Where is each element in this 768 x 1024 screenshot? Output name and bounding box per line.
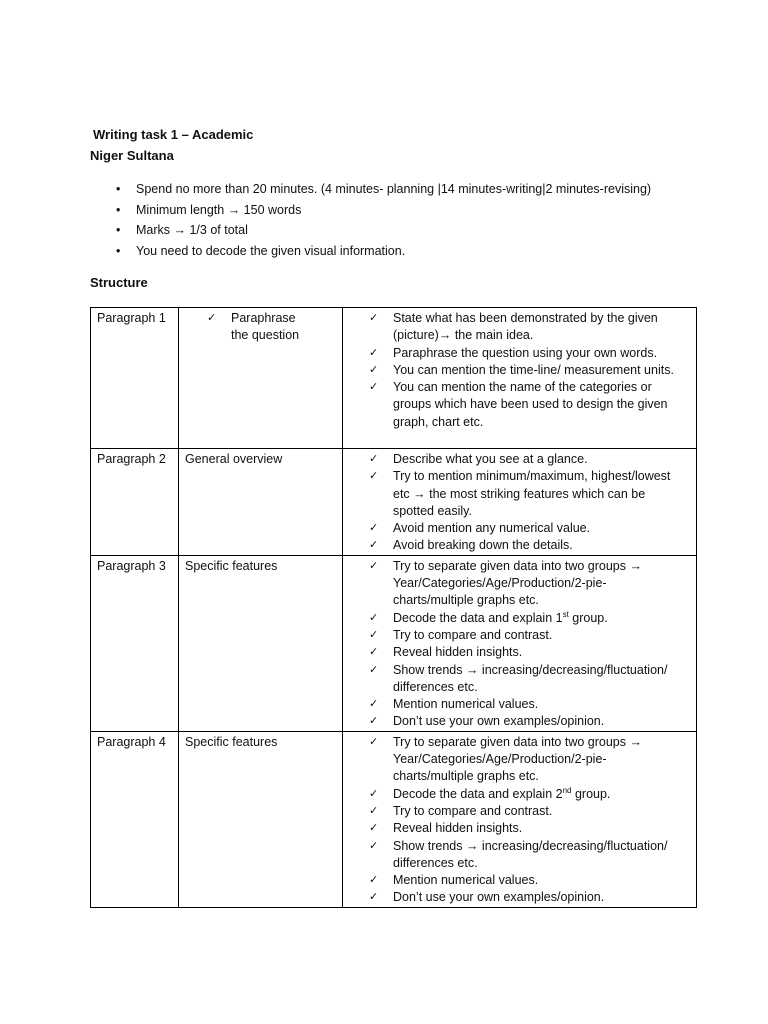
guideline-text <box>393 611 608 625</box>
guideline-text: Avoid breaking down the details. <box>393 538 573 553</box>
guidelines-cell <box>343 555 697 731</box>
section-heading: Structure <box>90 275 148 290</box>
table-row <box>91 731 697 907</box>
guideline-text: Don’t use your own examples/opinion. <box>393 714 605 729</box>
guideline-item <box>369 520 686 537</box>
checkmark-icon: ✓ <box>369 346 379 359</box>
structure-table <box>90 307 697 908</box>
guideline-text-part: Decode the data and explain 2 <box>393 786 563 801</box>
ordinal-superscript: nd <box>562 785 572 795</box>
guideline-text: Reveal hidden insights. <box>393 645 523 660</box>
guideline-item <box>369 468 686 520</box>
topic-cell <box>179 731 343 907</box>
guideline-item <box>369 537 686 554</box>
bullet-item <box>116 241 651 262</box>
guideline-text: Mention numerical values. <box>393 697 539 712</box>
document-title: Writing task 1 – Academic <box>93 127 254 142</box>
ordinal-superscript: st <box>562 609 569 619</box>
bullet-text: Marks → 1/3 of total <box>136 223 248 238</box>
table-body <box>91 308 697 908</box>
bullet-icon: • <box>116 223 121 238</box>
guideline-text: You can mention the time-line/ measurement units. <box>393 362 674 377</box>
checkmark-icon: ✓ <box>369 715 379 728</box>
guideline-text <box>393 787 610 801</box>
guidelines-cell <box>343 731 697 907</box>
guideline-text-part: group. <box>568 610 608 625</box>
bullet-icon: • <box>116 244 121 259</box>
table-row <box>91 555 697 731</box>
guideline-list <box>343 308 696 431</box>
guideline-item <box>369 734 686 786</box>
guideline-item <box>369 644 686 661</box>
guideline-text: Try to compare and contrast. <box>393 627 553 642</box>
checkmark-icon: ✓ <box>207 312 217 324</box>
bullet-text: You need to decode the given visual information. <box>136 244 406 259</box>
bullet-text: Minimum length → 150 words <box>136 202 302 217</box>
guideline-item <box>369 872 686 889</box>
paragraph-label-cell <box>91 555 179 731</box>
guideline-item <box>369 803 686 820</box>
guideline-text: Describe what you see at a glance. <box>393 452 588 466</box>
guideline-text: You can mention the name of the categories or groups which have been used to design the given graph, chart etc. <box>393 380 668 429</box>
bullet-item <box>116 220 651 241</box>
guideline-item <box>369 662 686 697</box>
topic-cell <box>179 449 343 556</box>
guideline-list <box>343 449 696 555</box>
bullet-item <box>116 200 651 221</box>
guideline-list <box>343 556 696 731</box>
topic-text: General overview <box>185 452 283 466</box>
bullet-icon: • <box>116 202 121 217</box>
guideline-text: Mention numerical values. <box>393 873 539 888</box>
guideline-item <box>369 838 686 873</box>
topic-text: Specific features <box>185 734 278 749</box>
guidelines-cell <box>343 449 697 556</box>
paragraph-label: Paragraph 3 <box>97 558 166 573</box>
guideline-item <box>369 451 686 468</box>
checkmark-icon: ✓ <box>369 874 379 887</box>
paragraph-label: Paragraph 4 <box>97 734 166 749</box>
checkmark-icon: ✓ <box>369 539 379 552</box>
checkmark-icon: ✓ <box>369 628 379 641</box>
paragraph-label-cell <box>91 308 179 449</box>
checkmark-icon: ✓ <box>369 559 379 572</box>
topic-cell <box>179 308 343 449</box>
bullet-icon: • <box>116 182 121 196</box>
guideline-item <box>369 820 686 837</box>
guideline-text: Don’t use your own examples/opinion. <box>393 890 605 905</box>
bullet-list <box>116 179 651 262</box>
guideline-item <box>369 889 686 906</box>
topic-check-list <box>179 308 342 345</box>
topic-cell <box>179 555 343 731</box>
guideline-text: Avoid mention any numerical value. <box>393 521 591 536</box>
topic-text: Paraphrase the question <box>231 311 300 343</box>
guideline-list <box>343 732 696 907</box>
guideline-text-part: group. <box>571 786 611 801</box>
checkmark-icon: ✓ <box>369 453 379 465</box>
guideline-text: State what has been demonstrated by the given (picture)→ the main idea. <box>393 311 658 343</box>
checkmark-icon: ✓ <box>369 735 379 748</box>
guideline-item <box>369 627 686 644</box>
paragraph-label-cell <box>91 731 179 907</box>
checkmark-icon: ✓ <box>369 611 379 624</box>
guideline-item <box>369 610 686 627</box>
guideline-text: Try to compare and contrast. <box>393 803 553 818</box>
checkmark-icon: ✓ <box>369 312 379 324</box>
paragraph-label: Paragraph 2 <box>97 452 166 466</box>
guideline-item <box>369 713 686 730</box>
checkmark-icon: ✓ <box>369 804 379 817</box>
guideline-item <box>369 345 686 362</box>
guideline-item <box>369 558 686 610</box>
guideline-text: Show trends → increasing/decreasing/fluctuation/ differences etc. <box>393 662 668 694</box>
guideline-text: Try to separate given data into two groups → Year/Categories/Age/Production/2-pie-charts/multiple graphs etc. <box>393 558 642 608</box>
table-row <box>91 449 697 556</box>
checkmark-icon: ✓ <box>369 663 379 676</box>
guideline-item <box>369 362 686 379</box>
checkmark-icon: ✓ <box>369 698 379 711</box>
checkmark-icon: ✓ <box>369 787 379 800</box>
checkmark-icon: ✓ <box>369 381 379 394</box>
guideline-text-part: Decode the data and explain 1 <box>393 610 563 625</box>
guideline-text: Try to separate given data into two groups → Year/Categories/Age/Production/2-pie-charts/multiple graphs etc. <box>393 734 642 784</box>
bullet-text: Spend no more than 20 minutes. (4 minutes- planning |14 minutes-writing|2 minutes-revising) <box>136 182 652 196</box>
topic-text: Specific features <box>185 558 278 573</box>
checkmark-icon: ✓ <box>369 891 379 904</box>
guideline-item <box>369 379 686 431</box>
guideline-text: Paraphrase the question using your own words. <box>393 345 658 360</box>
checkmark-icon: ✓ <box>369 470 379 483</box>
guideline-item <box>369 786 686 803</box>
topic-check-item <box>207 310 312 345</box>
guideline-text: Reveal hidden insights. <box>393 821 523 836</box>
table-row <box>91 308 697 449</box>
checkmark-icon: ✓ <box>369 522 379 535</box>
guidelines-cell <box>343 308 697 449</box>
guideline-text: Try to mention minimum/maximum, highest/lowest etc → the most striking features which can be spotted easily. <box>393 469 671 518</box>
author-name: Niger Sultana <box>90 148 174 163</box>
paragraph-label-cell <box>91 449 179 556</box>
paragraph-label: Paragraph 1 <box>97 311 166 325</box>
checkmark-icon: ✓ <box>369 822 379 835</box>
guideline-item <box>369 696 686 713</box>
guideline-text: Show trends → increasing/decreasing/fluctuation/ differences etc. <box>393 838 668 870</box>
checkmark-icon: ✓ <box>369 839 379 852</box>
checkmark-icon: ✓ <box>369 363 379 376</box>
bullet-item <box>116 179 651 200</box>
checkmark-icon: ✓ <box>369 646 379 659</box>
guideline-item <box>369 310 686 345</box>
